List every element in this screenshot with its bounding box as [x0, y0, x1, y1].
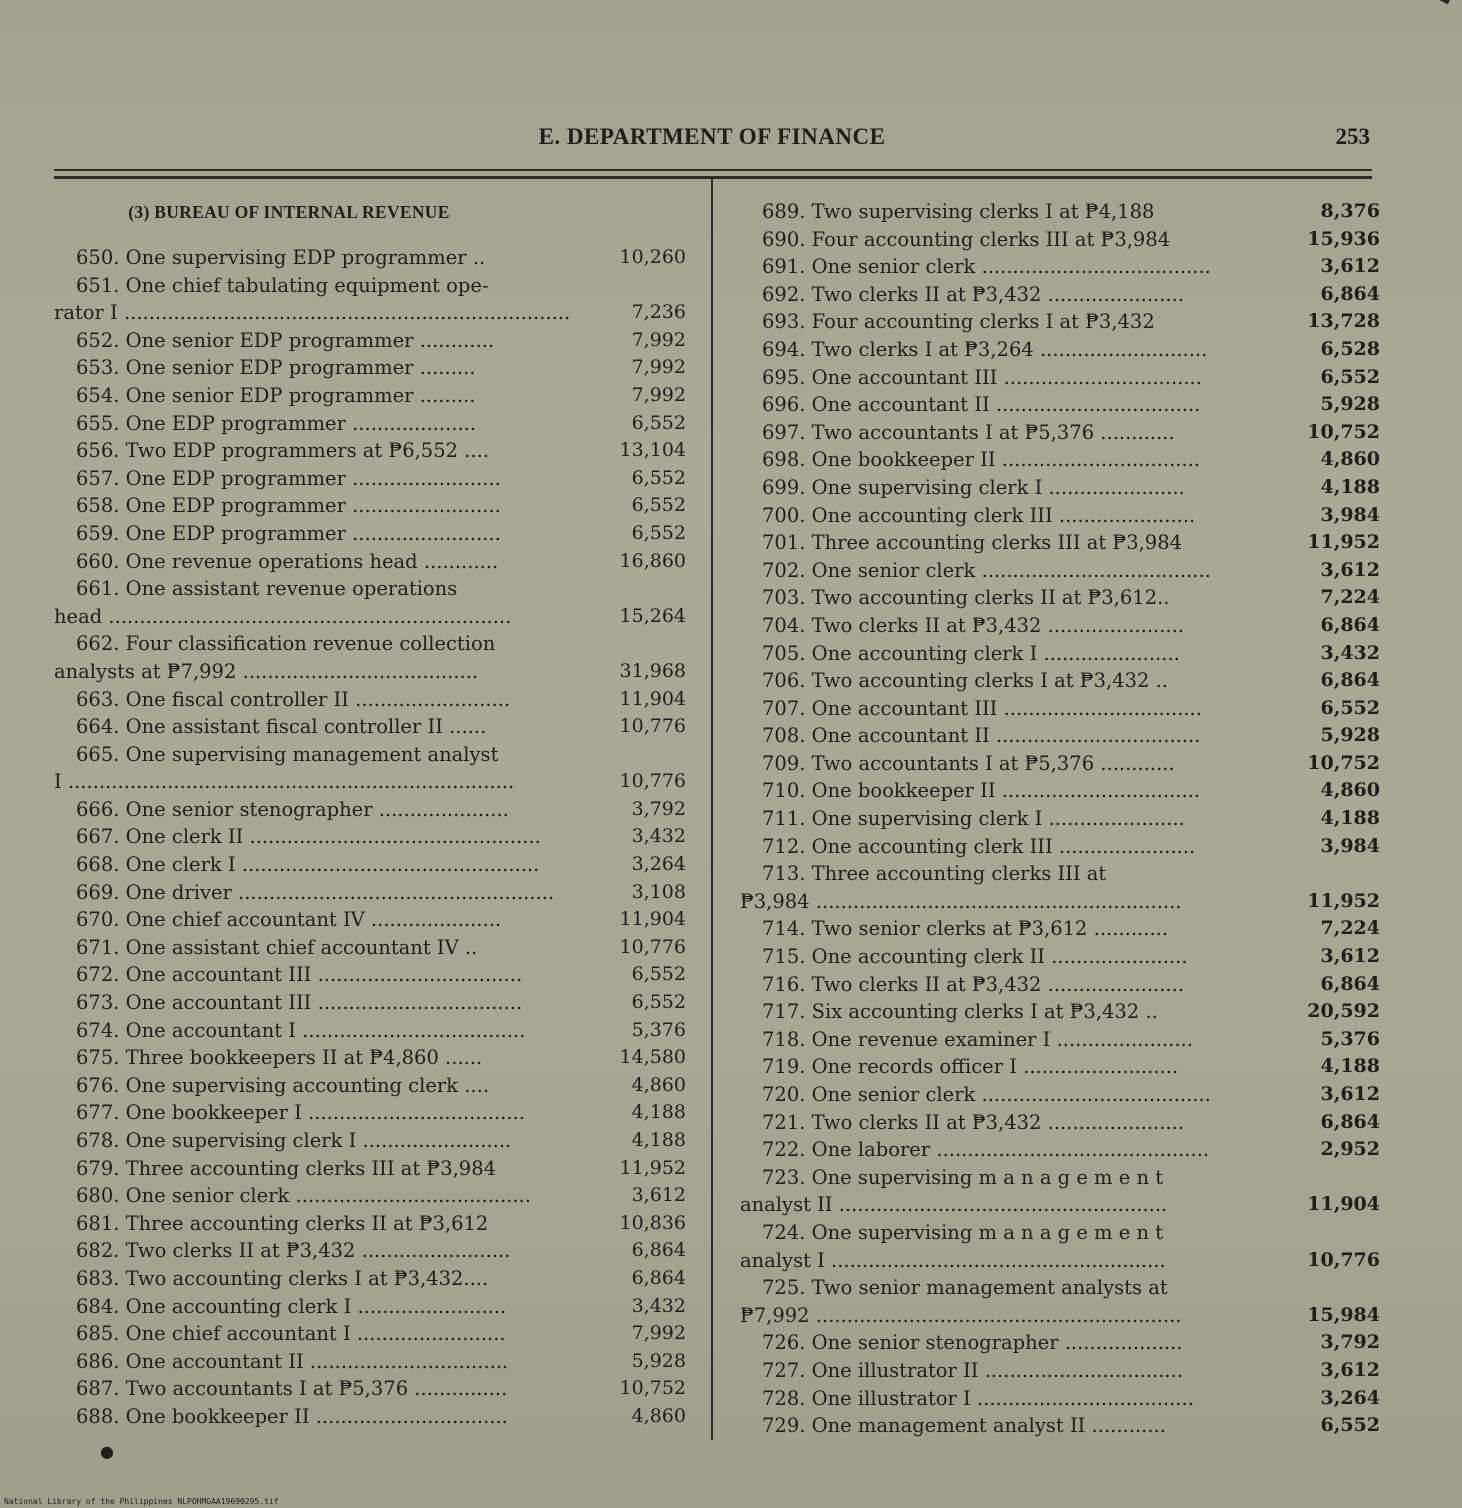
- entry-description: 716. Two clerks II at ₱3,432 ......................: [762, 972, 1185, 996]
- entry-description: 668. One clerk I ................................................: [76, 853, 540, 877]
- entry-description: 657. One EDP programmer ........................: [76, 466, 501, 490]
- entry-amount: 7,992: [631, 328, 686, 351]
- entry-description-continued: ₱7,992 ...........................................................: [740, 1303, 1182, 1327]
- entry-description: 714. Two senior clerks at ₱3,612 ............: [762, 917, 1169, 941]
- entry-amount: 3,984: [1320, 834, 1380, 857]
- budget-entry: [54, 796, 686, 824]
- entry-amount: 10,260: [619, 246, 686, 268]
- entry-amount: 6,552: [1320, 1414, 1380, 1437]
- budget-entry: [740, 667, 1380, 695]
- entry-description: 707. One accountant III ................................: [762, 696, 1202, 720]
- budget-entry: [740, 446, 1380, 474]
- entry-description: 677. One bookkeeper I ...................................: [76, 1101, 525, 1125]
- budget-entry: [740, 998, 1380, 1026]
- page-header: [54, 124, 1370, 158]
- entry-description: 699. One supervising clerk I ......................: [762, 475, 1185, 499]
- entry-description-continued: I ........................................................................: [54, 770, 515, 794]
- entry-amount: 5,928: [1320, 724, 1380, 747]
- entry-description: 712. One accounting clerk III ......................: [762, 834, 1196, 858]
- budget-entry: [740, 281, 1380, 309]
- budget-entry: [54, 989, 686, 1017]
- entry-amount: 4,860: [631, 1073, 686, 1096]
- entry-description: 681. Three accounting clerks II at ₱3,612: [76, 1211, 489, 1235]
- budget-entry: [740, 805, 1380, 833]
- entry-amount: 11,904: [619, 687, 686, 710]
- budget-entry: [54, 1237, 686, 1265]
- budget-entry: [54, 1320, 686, 1348]
- entry-description: 694. Two clerks I at ₱3,264 ...........................: [762, 337, 1208, 361]
- budget-entry: [54, 906, 686, 934]
- entry-description: 719. One records officer I .........................: [762, 1055, 1179, 1079]
- budget-entry: [54, 354, 686, 382]
- entry-amount: 3,612: [1320, 1083, 1380, 1105]
- entry-amount: 20,592: [1307, 1000, 1380, 1023]
- entry-description: 687. Two accountants I at ₱5,376 ...............: [76, 1377, 508, 1401]
- entry-amount: 3,612: [1320, 945, 1380, 968]
- budget-entry: [54, 382, 686, 410]
- entry-amount: 3,612: [1320, 1358, 1380, 1381]
- budget-entry: [54, 1348, 686, 1376]
- budget-entry: [740, 391, 1380, 419]
- entry-description: 654. One senior EDP programmer .........: [76, 383, 476, 407]
- entry-description: 672. One accountant III .................................: [76, 963, 523, 987]
- entry-description: 662. Four classification revenue collection: [76, 632, 496, 656]
- entry-amount: 10,776: [619, 770, 686, 793]
- entry-amount: 6,864: [1320, 1110, 1380, 1133]
- budget-entry: [54, 520, 686, 548]
- budget-entry: [54, 1127, 686, 1155]
- entry-description-continued: analyst II .....................................................: [740, 1193, 1168, 1217]
- budget-entry: [54, 1044, 686, 1072]
- budget-entry: [740, 308, 1380, 336]
- entry-description: 692. Two clerks II at ₱3,432 ......................: [762, 282, 1185, 306]
- entry-description: 683. Two accounting clerks I at ₱3,432....: [76, 1266, 489, 1290]
- header-rule-bottom: [54, 176, 1372, 179]
- entry-amount: 6,864: [1320, 669, 1380, 692]
- entry-description: 705. One accounting clerk I ......................: [762, 641, 1180, 665]
- budget-entry: [54, 741, 686, 796]
- entry-description: 693. Four accounting clerks I at ₱3,432: [762, 310, 1155, 334]
- budget-entry: [54, 1099, 686, 1127]
- budget-entry: [740, 1357, 1380, 1385]
- entry-description: 708. One accountant II .................................: [762, 724, 1201, 748]
- section-title: (3) BUREAU OF INTERNAL REVENUE: [128, 202, 450, 222]
- entry-description: 701. Three accounting clerks III at ₱3,984: [762, 531, 1183, 555]
- budget-entry: [740, 750, 1380, 778]
- entry-amount: 15,264: [619, 604, 686, 627]
- entry-description: 655. One EDP programmer ....................: [76, 411, 477, 435]
- budget-entry: [740, 1109, 1380, 1137]
- budget-entry: [740, 722, 1380, 750]
- entry-amount: 4,860: [1320, 448, 1380, 471]
- entry-description: 656. Two EDP programmers at ₱6,552 ....: [76, 439, 490, 463]
- budget-entry: [740, 860, 1380, 915]
- entry-amount: 16,860: [619, 549, 686, 572]
- budget-entry: [54, 713, 686, 741]
- entry-description: 697. Two accountants I at ₱5,376 ............: [762, 420, 1175, 444]
- entry-amount: 6,552: [631, 466, 686, 489]
- budget-entry: [740, 1026, 1380, 1054]
- entry-description: 720. One senior clerk .....................................: [762, 1083, 1211, 1106]
- entry-amount: 10,776: [619, 715, 686, 738]
- budget-entry: [54, 1375, 686, 1403]
- budget-entry: [54, 410, 686, 438]
- entry-description: 658. One EDP programmer ........................: [76, 494, 501, 518]
- budget-entry: [740, 336, 1380, 364]
- entry-amount: 11,904: [619, 908, 686, 931]
- entry-description: 725. Two senior management analysts at: [762, 1276, 1168, 1300]
- budget-entry: [54, 934, 686, 962]
- entry-description: 710. One bookkeeper II ................................: [762, 779, 1201, 803]
- entry-description: 676. One supervising accounting clerk ....: [76, 1073, 490, 1097]
- entry-description: 688. One bookkeeper II ...............................: [76, 1404, 508, 1428]
- budget-entry: [740, 584, 1380, 612]
- budget-entry: [740, 943, 1380, 971]
- entry-amount: 4,188: [1320, 1055, 1380, 1078]
- budget-entry: [54, 244, 686, 272]
- left-column: [54, 198, 686, 1431]
- budget-entry: [54, 823, 686, 851]
- entry-description: 729. One management analyst II ............: [762, 1414, 1166, 1438]
- entry-amount: 3,264: [1320, 1386, 1380, 1409]
- entry-description-continued: analyst I ......................................................: [740, 1248, 1166, 1272]
- entry-amount: 10,836: [619, 1211, 686, 1234]
- entry-amount: 7,224: [1320, 586, 1380, 609]
- entry-amount: 6,552: [1320, 365, 1380, 388]
- budget-entry: [54, 1210, 686, 1238]
- entry-amount: 3,264: [631, 853, 686, 876]
- entry-description: 667. One clerk II ...............................................: [76, 825, 541, 849]
- entry-description: 728. One illustrator I ...................................: [762, 1386, 1194, 1410]
- budget-entry: [740, 557, 1380, 585]
- budget-entry: [54, 1017, 686, 1045]
- entry-description: 700. One accounting clerk III ......................: [762, 503, 1196, 527]
- entry-description: 664. One assistant fiscal controller II ......: [76, 715, 487, 739]
- budget-entry: [740, 1385, 1380, 1413]
- entry-amount: 3,432: [1320, 641, 1380, 664]
- budget-entry: [54, 575, 686, 630]
- budget-entry: [740, 915, 1380, 943]
- entry-amount: 6,864: [1320, 972, 1380, 995]
- entry-description-continued: ₱3,984 ...........................................................: [740, 889, 1182, 913]
- entry-amount: 6,552: [631, 521, 686, 544]
- entry-description: 650. One supervising EDP programmer ..: [76, 246, 486, 269]
- entry-description: 684. One accounting clerk I ........................: [76, 1294, 507, 1318]
- budget-entry: [740, 502, 1380, 530]
- entry-amount: 10,752: [1307, 751, 1380, 774]
- entry-description: 661. One assistant revenue operations: [76, 577, 458, 601]
- entry-amount: 31,968: [619, 659, 686, 682]
- budget-entry: [740, 971, 1380, 999]
- entry-amount: 3,612: [1320, 558, 1380, 581]
- entry-description: 678. One supervising clerk I ........................: [76, 1129, 512, 1152]
- entry-amount: 6,552: [631, 991, 686, 1014]
- entry-amount: 3,612: [631, 1184, 686, 1207]
- entry-description: 659. One EDP programmer ........................: [76, 521, 501, 545]
- entry-description: 715. One accounting clerk II ......................: [762, 945, 1188, 969]
- entry-description: 673. One accountant III .................................: [76, 991, 523, 1015]
- entry-description: 680. One senior clerk ......................................: [76, 1184, 532, 1208]
- entry-description: 685. One chief accountant I ........................: [76, 1322, 506, 1346]
- entry-amount: 15,984: [1307, 1303, 1380, 1326]
- page-edge-mark: [1369, 0, 1450, 36]
- entry-description: 675. Three bookkeepers II at ₱4,860 ......: [76, 1046, 483, 1070]
- entry-amount: 4,188: [1320, 807, 1380, 830]
- budget-entry: [740, 198, 1380, 226]
- entry-amount: 7,224: [1320, 917, 1380, 940]
- entry-amount: 7,992: [631, 383, 686, 406]
- entry-description: 696. One accountant II .................................: [762, 393, 1201, 417]
- entry-amount: 6,552: [631, 963, 686, 986]
- budget-entry: [54, 1403, 686, 1431]
- entry-amount: 5,928: [1320, 393, 1380, 416]
- right-column: [740, 198, 1380, 1440]
- budget-entry: [54, 1072, 686, 1100]
- entry-amount: 7,992: [631, 356, 686, 379]
- entry-amount: 5,928: [631, 1349, 686, 1372]
- entry-description: 713. Three accounting clerks III at: [762, 862, 1107, 886]
- budget-entry: [740, 640, 1380, 668]
- entry-amount: 8,376: [1320, 200, 1380, 222]
- entry-amount: 4,188: [631, 1129, 686, 1151]
- entry-description: 726. One senior stenographer ...................: [762, 1331, 1183, 1355]
- entry-amount: 7,992: [631, 1322, 686, 1345]
- entry-description: 704. Two clerks II at ₱3,432 ......................: [762, 613, 1185, 637]
- entry-amount: 6,552: [631, 411, 686, 434]
- entry-description: 724. One supervising m a n a g e m e n t: [762, 1220, 1164, 1244]
- entry-amount: 5,376: [1320, 1027, 1380, 1050]
- budget-entry: [54, 961, 686, 989]
- entry-description: 690. Four accounting clerks III at ₱3,984: [762, 227, 1171, 251]
- bullet-mark: ●: [100, 1442, 114, 1461]
- entry-description: 682. Two clerks II at ₱3,432 ........................: [76, 1239, 511, 1263]
- entry-description: 698. One bookkeeper II ................................: [762, 448, 1201, 472]
- entry-amount: 3,432: [631, 825, 686, 848]
- budget-entry: [54, 327, 686, 355]
- budget-entry: [54, 879, 686, 907]
- entry-amount: 4,860: [1320, 779, 1380, 802]
- entry-amount: 3,792: [631, 797, 686, 820]
- entry-description: 709. Two accountants I at ₱5,376 ............: [762, 751, 1175, 775]
- entry-description: 717. Six accounting clerks I at ₱3,432 ..: [762, 1000, 1158, 1024]
- budget-entry: [740, 695, 1380, 723]
- budget-entry: [54, 437, 686, 465]
- budget-entry: [740, 1164, 1380, 1219]
- budget-entry: [740, 1329, 1380, 1357]
- entry-amount: 11,904: [1307, 1193, 1380, 1216]
- entry-amount: 6,864: [631, 1266, 686, 1289]
- entry-description-continued: rator I ........................................................................: [54, 301, 571, 325]
- entry-description: 660. One revenue operations head ............: [76, 549, 499, 573]
- entry-description: 651. One chief tabulating equipment ope-: [76, 273, 489, 297]
- entry-description: 670. One chief accountant IV .....................: [76, 908, 502, 932]
- entry-description: 653. One senior EDP programmer .........: [76, 356, 476, 380]
- entry-description: 674. One accountant I ....................................: [76, 1018, 526, 1042]
- scan-footer: National Library of the Philippines NLPOHMGAA19690295.tif: [4, 1497, 279, 1506]
- budget-entry: [54, 272, 686, 327]
- budget-entry: [740, 777, 1380, 805]
- entry-amount: 2,952: [1320, 1138, 1380, 1161]
- entry-amount: 10,776: [619, 935, 686, 958]
- budget-entry: [740, 529, 1380, 557]
- column-divider: [711, 178, 713, 1440]
- entry-description: 669. One driver ...................................................: [76, 880, 555, 904]
- entry-amount: 13,728: [1307, 310, 1380, 333]
- budget-entry: [54, 492, 686, 520]
- entry-amount: 10,776: [1307, 1248, 1380, 1271]
- entry-amount: 4,188: [1320, 475, 1380, 498]
- budget-entry: [740, 1136, 1380, 1164]
- budget-entry: [54, 851, 686, 879]
- entry-amount: 6,864: [1320, 613, 1380, 636]
- entry-amount: 13,104: [619, 439, 686, 462]
- entry-description: 727. One illustrator II ................................: [762, 1358, 1184, 1382]
- entry-amount: 6,864: [631, 1239, 686, 1262]
- entry-description: 652. One senior EDP programmer ............: [76, 328, 495, 352]
- entry-description: 718. One revenue examiner I ......................: [762, 1027, 1193, 1051]
- entry-amount: 15,936: [1307, 227, 1380, 250]
- budget-entry: [54, 1155, 686, 1183]
- entry-description: 671. One assistant chief accountant IV ..: [76, 935, 478, 959]
- entry-amount: 11,952: [1307, 531, 1380, 554]
- budget-entry: [54, 1265, 686, 1293]
- budget-entry: [54, 630, 686, 685]
- budget-entry: [740, 1081, 1380, 1109]
- entry-amount: 11,952: [619, 1156, 686, 1179]
- running-head: E. DEPARTMENT OF FINANCE: [538, 124, 886, 149]
- budget-entry: [54, 465, 686, 493]
- entry-amount: 10,752: [619, 1377, 686, 1400]
- entry-description: 691. One senior clerk .....................................: [762, 255, 1211, 279]
- entry-amount: 3,612: [1320, 255, 1380, 278]
- budget-entry: [740, 419, 1380, 447]
- budget-entry: [54, 1293, 686, 1321]
- entry-amount: 6,864: [1320, 282, 1380, 305]
- entry-amount: 3,984: [1320, 503, 1380, 526]
- entry-description: 666. One senior stenographer .....................: [76, 797, 509, 821]
- budget-entry: [740, 1412, 1380, 1440]
- header-rule-top: [54, 169, 1372, 171]
- entry-description: 711. One supervising clerk I ......................: [762, 807, 1185, 831]
- entry-description: 721. Two clerks II at ₱3,432 ......................: [762, 1110, 1185, 1134]
- budget-entry: [740, 226, 1380, 254]
- entry-description: 706. Two accounting clerks I at ₱3,432 ..: [762, 669, 1168, 693]
- budget-entry: [740, 1219, 1380, 1274]
- budget-entry: [740, 833, 1380, 861]
- entry-amount: 6,552: [1320, 696, 1380, 719]
- budget-entry: [54, 548, 686, 576]
- budget-entry: [740, 364, 1380, 392]
- entry-description: 686. One accountant II ................................: [76, 1349, 509, 1373]
- entry-description: 689. Two supervising clerks I at ₱4,188: [762, 200, 1155, 223]
- entry-description: 722. One laborer ............................................: [762, 1138, 1210, 1162]
- entry-amount: 7,236: [631, 301, 686, 324]
- entry-amount: 11,952: [1307, 889, 1380, 912]
- entry-amount: 4,188: [631, 1101, 686, 1124]
- entry-amount: 5,376: [631, 1018, 686, 1041]
- entry-amount: 3,792: [1320, 1331, 1380, 1354]
- entry-description: 703. Two accounting clerks II at ₱3,612..: [762, 586, 1170, 610]
- entry-description-continued: analysts at ₱7,992 ......................................: [54, 659, 479, 683]
- budget-entry: [740, 474, 1380, 502]
- entry-amount: 4,860: [631, 1404, 686, 1427]
- entry-amount: 10,752: [1307, 420, 1380, 443]
- entry-description: 695. One accountant III ................................: [762, 365, 1202, 389]
- budget-entry: [740, 253, 1380, 281]
- budget-entry: [740, 1053, 1380, 1081]
- entry-description: 665. One supervising management analyst: [76, 742, 499, 766]
- budget-entry: [740, 1274, 1380, 1329]
- entry-description: 723. One supervising m a n a g e m e n t: [762, 1165, 1164, 1189]
- entry-amount: 3,432: [631, 1294, 686, 1317]
- entry-amount: 3,108: [631, 880, 686, 903]
- budget-entry: [54, 686, 686, 714]
- budget-entry: [740, 612, 1380, 640]
- entry-description: 663. One fiscal controller II .........................: [76, 687, 511, 711]
- budget-entry: [54, 1182, 686, 1210]
- entry-amount: 14,580: [619, 1046, 686, 1069]
- entry-amount: 6,528: [1320, 337, 1380, 360]
- entry-description: 702. One senior clerk .....................................: [762, 558, 1211, 582]
- entry-description: 679. Three accounting clerks III at ₱3,984: [76, 1156, 497, 1180]
- entry-description-continued: head .................................................................: [54, 604, 512, 628]
- page-number: 253: [1335, 124, 1370, 149]
- entry-amount: 6,552: [631, 494, 686, 517]
